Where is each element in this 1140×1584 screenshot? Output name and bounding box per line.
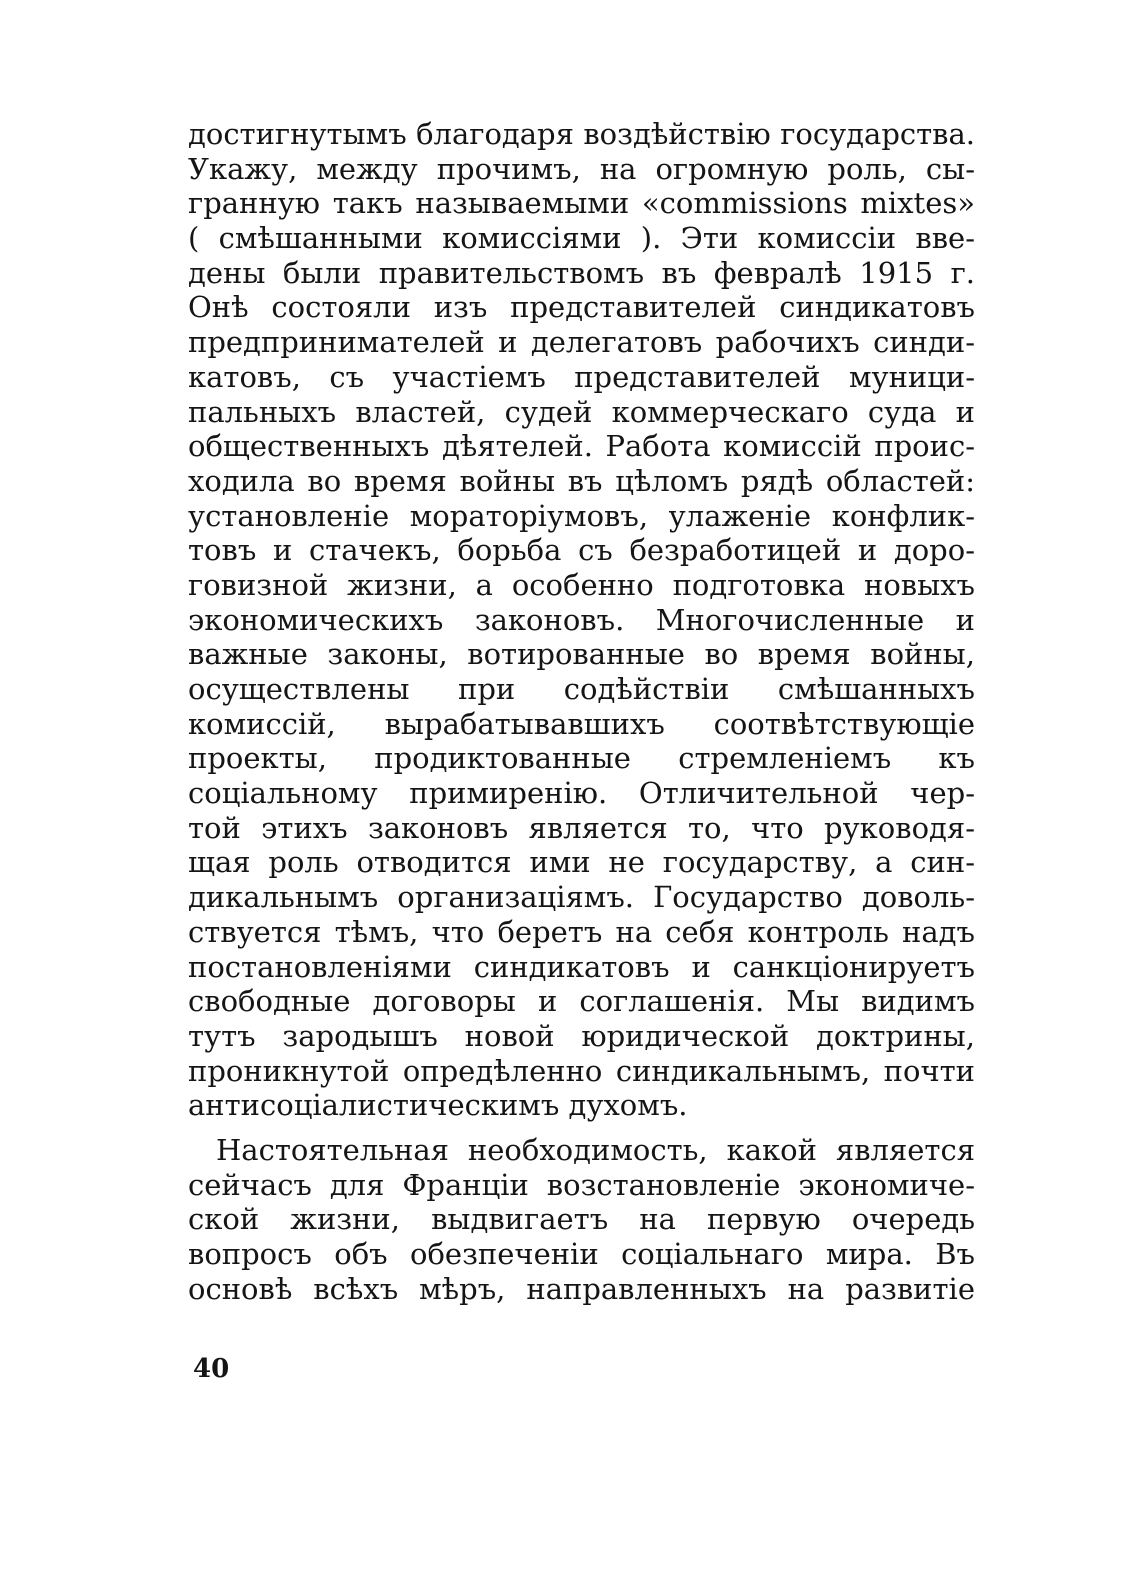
text-line: установленіе мораторіумовъ, улаженіе конфлик- bbox=[188, 498, 975, 533]
text-line: той этихъ законовъ является то, что руководя- bbox=[188, 810, 975, 845]
text-line: сейчасъ для Франціи возстановленіе экономиче- bbox=[188, 1167, 975, 1202]
text-line: дены были правительствомъ въ февралѣ 1915 г. bbox=[188, 255, 975, 290]
text-line: пальныхъ властей, судей коммерческаго суда и bbox=[188, 394, 975, 429]
text-line: дикальнымъ организаціямъ. Государство доволь- bbox=[188, 880, 975, 915]
body-text bbox=[188, 117, 975, 1306]
page-number: 40 bbox=[193, 1354, 230, 1384]
text-line: Настоятельная необходимость, какой является bbox=[216, 1132, 975, 1167]
text-line: ствуется тѣмъ, что беретъ на себя контроль надъ bbox=[188, 914, 975, 949]
text-line: ( смѣшанными комиссіями ). Эти комиссіи вве- bbox=[188, 221, 975, 256]
text-line: достигнутымъ благодаря воздѣйствію государства. bbox=[188, 117, 975, 151]
text-line: экономическихъ законовъ. Многочисленные и bbox=[188, 602, 975, 637]
text-line: гранную такъ называемыми «commissions mixtes» bbox=[188, 186, 975, 221]
text-line: осуществлены при содѣйствіи смѣшанныхъ bbox=[188, 672, 975, 706]
text-line: вопросъ объ обезпеченіи соціальнаго мира. Въ bbox=[188, 1237, 975, 1271]
paragraph-1 bbox=[188, 117, 975, 1123]
text-line: ходила во время войны въ цѣломъ рядѣ областей: bbox=[188, 463, 975, 498]
text-line: общественныхъ дѣятелей. Работа комиссій проис- bbox=[188, 429, 975, 464]
text-line: важные законы, вотированные во время войны, bbox=[188, 637, 975, 672]
text-line: основѣ всѣхъ мѣръ, направленныхъ на развитіе bbox=[188, 1271, 975, 1306]
text-line: антисоціалистическимъ духомъ. bbox=[188, 1088, 688, 1123]
text-line: Онѣ состояли изъ представителей синдикатовъ bbox=[188, 290, 975, 325]
text-line: тутъ зародышъ новой юридической доктрины, bbox=[188, 1018, 975, 1053]
text-line: проекты, продиктованные стремленіемъ къ bbox=[188, 741, 975, 776]
text-line: товъ и стачекъ, борьба съ безработицей и доро- bbox=[188, 533, 975, 568]
paragraph-2 bbox=[188, 1133, 975, 1306]
text-line: предпринимателей и делегатовъ рабочихъ синди- bbox=[188, 325, 975, 360]
text-line: проникнутой опредѣленно синдикальнымъ, почти bbox=[188, 1053, 975, 1088]
text-line: свободные договоры и соглашенія. Мы видимъ bbox=[188, 984, 975, 1019]
text-line: постановленіями синдикатовъ и санкціонируетъ bbox=[188, 949, 975, 984]
text-line: ской жизни, выдвигаетъ на первую очередь bbox=[188, 1202, 975, 1237]
text-line: комиссій, вырабатывавшихъ соотвѣтствующіе bbox=[188, 706, 975, 741]
text-line: катовъ, съ участіемъ представителей муници- bbox=[188, 359, 975, 394]
text-line: говизной жизни, а особенно подготовка новыхъ bbox=[188, 567, 975, 602]
text-line: Укажу, между прочимъ, на огромную роль, сы- bbox=[188, 151, 975, 186]
paragraph-gap bbox=[188, 1123, 975, 1133]
text-line: соціальному примиренію. Отличительной чер- bbox=[188, 776, 975, 811]
text-line: щая роль отводится ими не государству, а син- bbox=[188, 845, 975, 880]
